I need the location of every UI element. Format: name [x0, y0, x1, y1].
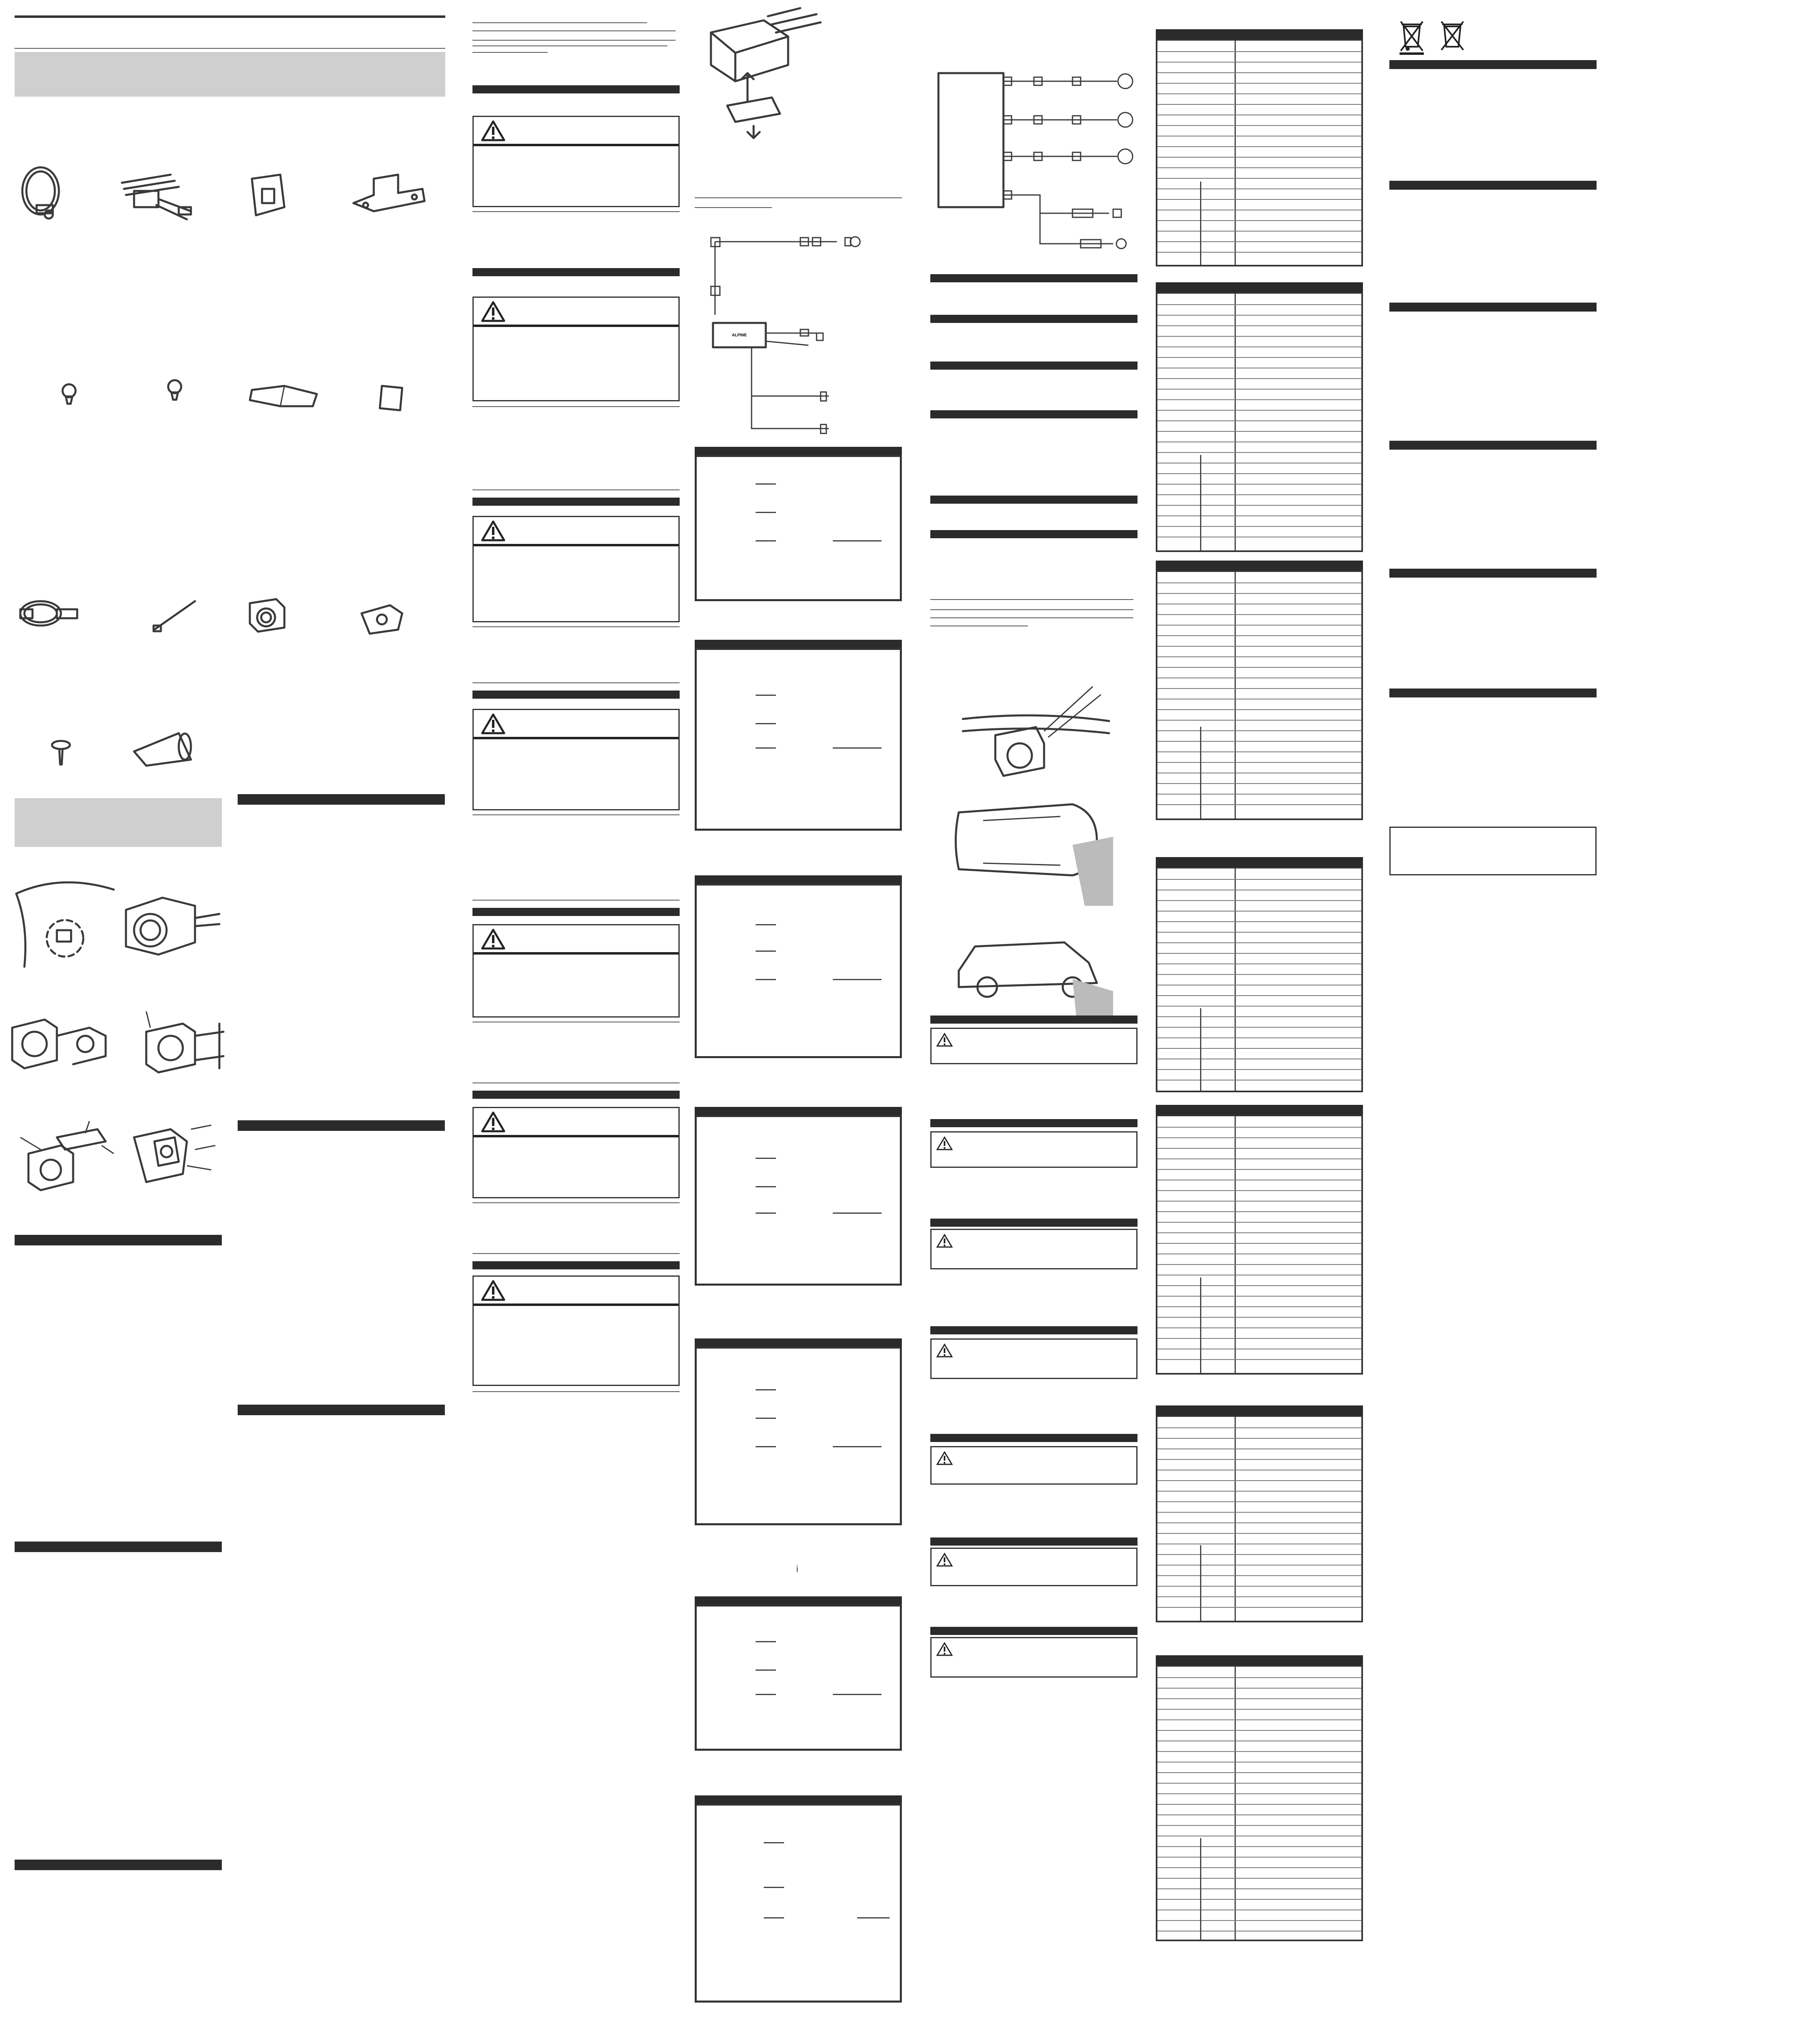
contact-box [1389, 827, 1597, 875]
col1-section-bar-1 [15, 1235, 222, 1245]
warning-box-4 [472, 709, 680, 810]
bracket-assembly-step-b [122, 1113, 228, 1194]
title-rule [15, 48, 445, 49]
accessories-header-band [15, 52, 445, 97]
col4-bar-5 [930, 496, 1138, 504]
warning-triangle-icon [481, 520, 505, 541]
screw-a-illustration [57, 382, 81, 406]
camera-illustration [244, 593, 292, 638]
warning-rule-7b [472, 1391, 680, 1392]
col4-bar-4 [930, 410, 1138, 418]
col4-rule-3 [930, 617, 1133, 618]
col4-bar-1 [930, 274, 1138, 282]
vehicle-side-view-illustration [951, 918, 1113, 1020]
unit-removal-illustration [703, 8, 825, 142]
camera-mounting-step-b [122, 1007, 228, 1089]
wiring-diagram [699, 225, 890, 437]
cable-tie-illustration [150, 597, 203, 634]
col1b-section-bar-1 [238, 794, 445, 805]
cleaning-pad-illustration [374, 382, 410, 414]
warning-triangle-icon [481, 1111, 505, 1132]
lang-bar-2 [1389, 181, 1597, 190]
warning-triangle-icon [936, 1137, 953, 1150]
warning-bar-4 [472, 691, 680, 699]
svg-text:ALPINE: ALPINE [732, 333, 747, 338]
col2-rule-4 [472, 45, 667, 46]
warning-triangle-icon [936, 1553, 953, 1567]
warning-rule-2 [472, 406, 680, 407]
extension-cable-illustration [16, 593, 98, 634]
warning-box-2 [472, 297, 680, 401]
col4-bar-6 [930, 530, 1138, 538]
col4-rule-1 [930, 599, 1133, 600]
installation-header-band [15, 798, 222, 847]
col1b-section-bar-3 [238, 1405, 445, 1415]
warning-box-5 [472, 924, 680, 1018]
warning-rule-6b [472, 1202, 680, 1203]
diagram-rule-2 [695, 207, 772, 208]
camera-bracket-illustration [358, 597, 406, 638]
warning-triangle-icon [481, 120, 505, 141]
bracket-a-illustration [244, 171, 292, 223]
col2-rule-5 [472, 52, 548, 53]
warning-rule-1 [472, 211, 680, 212]
warning-bar-5 [472, 908, 680, 916]
warning-triangle-icon [481, 1280, 505, 1301]
screw-b-illustration [162, 378, 187, 402]
camera-side-view-illustration [118, 886, 223, 967]
vehicle-top-view-illustration [951, 788, 1113, 906]
camera-mounting-step-a [8, 1003, 122, 1076]
small-screw-illustration [49, 739, 73, 768]
warning-bar-6 [472, 1091, 680, 1099]
warning-triangle-icon [936, 1451, 953, 1465]
warning-box-3 [472, 516, 680, 622]
warning-triangle-icon [936, 1642, 953, 1656]
vehicle-rear-location-illustration [12, 877, 118, 971]
adhesive-sheet-illustration [248, 382, 321, 410]
warning-triangle-icon [481, 301, 505, 322]
warning-triangle-icon [481, 929, 505, 950]
warning-rule-3b [472, 626, 680, 627]
warning-triangle-icon [481, 713, 505, 734]
lang-bar-6 [1389, 689, 1597, 697]
warning-triangle-icon [936, 1033, 953, 1047]
warning-bar-7 [472, 1261, 680, 1269]
col4-rule-2 [930, 609, 1133, 610]
warning-box-7 [472, 1275, 680, 1386]
power-harness-illustration [118, 167, 199, 227]
warning-rule-4b [472, 814, 680, 815]
col2-rule-2 [472, 30, 676, 31]
warning-bar-3 [472, 498, 680, 506]
col4-bar-3 [930, 362, 1138, 370]
warning-rule-4a [472, 682, 680, 683]
warning-rule-3a [472, 489, 680, 490]
camera-under-mirror-illustration [959, 682, 1113, 776]
warning-box-1 [472, 116, 680, 207]
col2-rule-3 [472, 40, 676, 41]
col4-bar-2 [930, 315, 1138, 323]
cylinder-illustration [126, 727, 199, 768]
top-rule [15, 15, 445, 18]
col1b-section-bar-2 [238, 1120, 445, 1131]
warning-box-6 [472, 1107, 680, 1198]
col2-rule-1 [472, 22, 647, 23]
lang-bar-5 [1389, 569, 1597, 578]
crossed-out-wheelie-bin-icon [1398, 18, 1426, 55]
col1-section-bar-3 [15, 1860, 222, 1870]
page-marker: i [796, 1564, 798, 1574]
warning-triangle-icon [936, 1344, 953, 1358]
warning-triangle-icon [936, 1234, 953, 1248]
rca-cable-illustration [16, 162, 81, 223]
lang-bar-4 [1389, 441, 1597, 450]
warning-bar-1 [472, 85, 680, 93]
lang-bar-1 [1389, 60, 1597, 69]
warning-bar-2 [472, 268, 680, 276]
lang-bar-3 [1389, 303, 1597, 312]
warning-rule-5a [472, 900, 680, 901]
col1-section-bar-2 [15, 1542, 222, 1552]
system-connection-diagram [934, 69, 1146, 268]
warning-rule-7a [472, 1253, 680, 1254]
bracket-b-illustration [349, 171, 431, 223]
crossed-out-battery-bin-icon [1438, 18, 1467, 51]
diagram-rule-1 [695, 197, 902, 198]
bracket-assembly-step-a [8, 1113, 122, 1194]
